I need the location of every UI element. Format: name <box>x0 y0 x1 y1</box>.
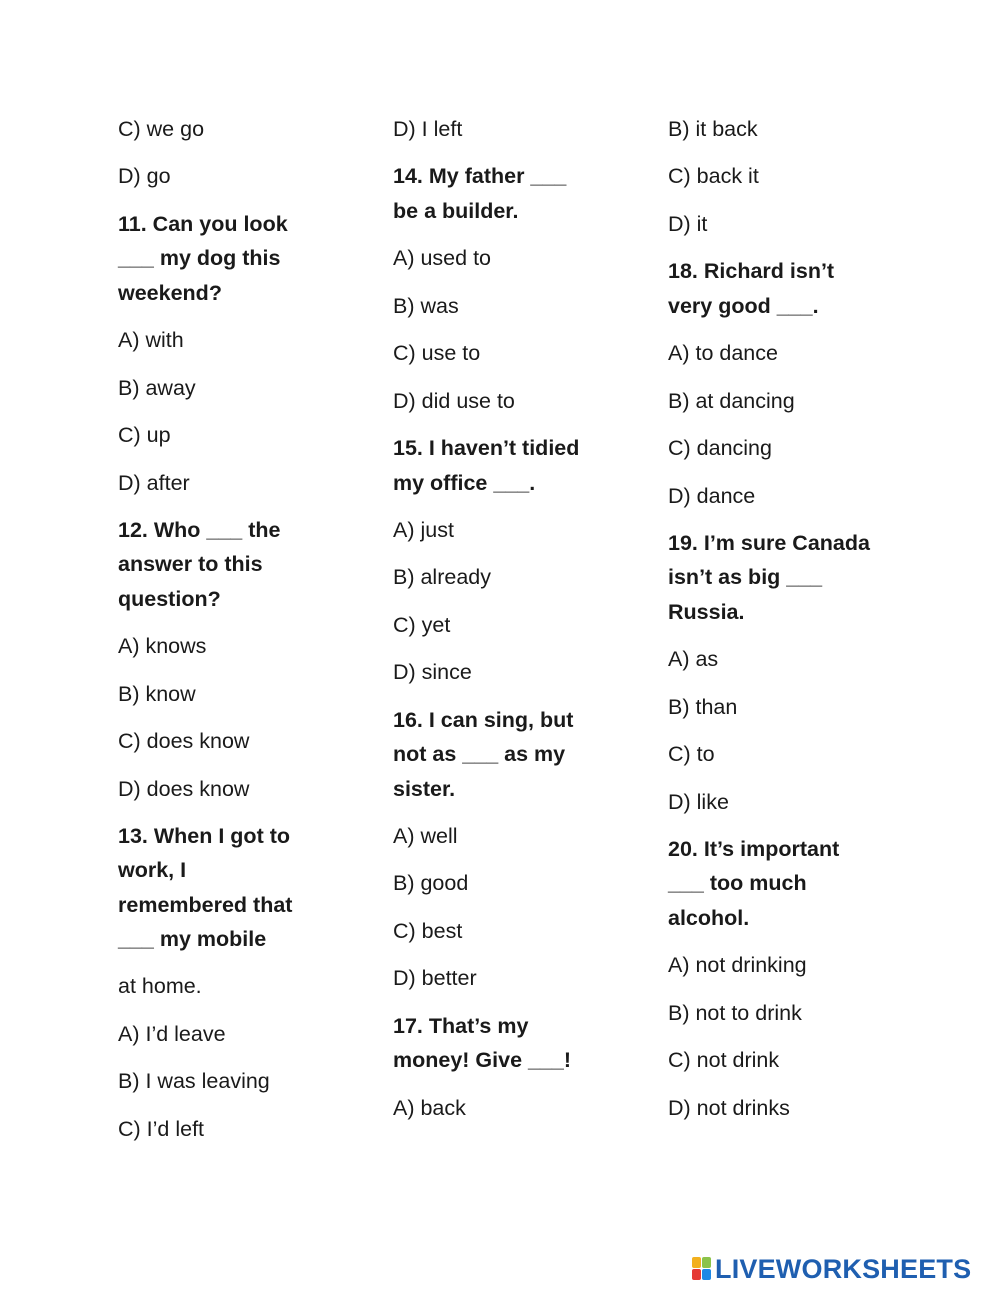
question-line: 16. I can sing, but <box>393 707 574 732</box>
answer-option[interactable] <box>393 655 623 689</box>
question-line: 12. Who ___ the <box>118 517 281 542</box>
option-text: A) as <box>668 647 719 672</box>
option-text: C) not drink <box>668 1048 780 1073</box>
answer-option[interactable] <box>668 785 898 819</box>
answer-option[interactable] <box>668 1043 898 1077</box>
answer-option[interactable] <box>393 289 623 323</box>
question-line: isn’t as big ___ <box>668 565 823 590</box>
option-text: B) already <box>393 565 491 590</box>
option-text: D) like <box>668 789 729 814</box>
question-line: money! Give ___! <box>393 1048 572 1073</box>
question-line: work, I <box>118 858 187 883</box>
question-line: not as ___ as my <box>393 742 566 767</box>
brand-text: LIVEWORKSHEETS <box>715 1254 972 1284</box>
question-line: 14. My father ___ <box>393 164 567 189</box>
answer-option[interactable] <box>393 384 623 418</box>
answer-option[interactable] <box>668 1091 898 1125</box>
answer-option[interactable] <box>668 737 898 771</box>
option-text: D) go <box>118 164 171 189</box>
answer-option[interactable] <box>118 159 348 193</box>
column-2 <box>393 112 623 1138</box>
answer-option[interactable] <box>668 479 898 513</box>
option-text: A) back <box>393 1095 466 1120</box>
question-line: 20. It’s important <box>668 837 840 862</box>
answer-option[interactable] <box>118 418 348 452</box>
answer-option[interactable] <box>118 466 348 500</box>
answer-option[interactable] <box>393 819 623 853</box>
answer-option[interactable] <box>118 112 348 146</box>
question-line: remembered that <box>118 892 293 917</box>
option-text: C) to <box>668 742 715 767</box>
option-text: at home. <box>118 974 202 999</box>
answer-option[interactable] <box>668 996 898 1030</box>
option-text: A) not drinking <box>668 953 807 978</box>
answer-option[interactable] <box>393 112 623 146</box>
question-prompt <box>668 832 898 935</box>
option-text: C) use to <box>393 341 481 366</box>
question-prompt <box>118 819 348 956</box>
answer-option[interactable] <box>118 371 348 405</box>
answer-option[interactable] <box>118 1064 348 1098</box>
answer-option[interactable] <box>118 629 348 663</box>
answer-option[interactable] <box>393 560 623 594</box>
option-text: D) not drinks <box>668 1095 790 1120</box>
liveworksheets-logo-icon <box>692 1257 712 1281</box>
answer-option[interactable] <box>668 159 898 193</box>
answer-option[interactable] <box>393 608 623 642</box>
answer-option[interactable] <box>393 1091 623 1125</box>
option-text: D) since <box>393 660 472 685</box>
question-line: very good ___. <box>668 293 819 318</box>
option-text: A) I’d leave <box>118 1021 226 1046</box>
answer-option[interactable] <box>668 431 898 465</box>
question-line: ___ too much <box>668 871 807 896</box>
question-line: weekend? <box>118 280 222 305</box>
question-line: 19. I’m sure Canada <box>668 531 870 556</box>
option-text: A) used to <box>393 246 491 271</box>
question-prompt <box>118 207 348 310</box>
option-text: A) knows <box>118 634 207 659</box>
question-line: be a builder. <box>393 198 519 223</box>
question-line: ___ my dog this <box>118 246 281 271</box>
option-text: D) it <box>668 211 708 236</box>
option-text: C) does know <box>118 729 250 754</box>
question-line: 18. Richard isn’t <box>668 259 835 284</box>
option-text: C) we go <box>118 117 205 141</box>
question-prompt <box>393 431 623 500</box>
answer-option[interactable] <box>668 112 898 146</box>
question-line: question? <box>118 586 221 611</box>
option-text: D) dance <box>668 483 756 508</box>
question-prompt <box>118 513 348 616</box>
question-line: answer to this <box>118 552 263 577</box>
answer-option[interactable] <box>118 677 348 711</box>
option-text: C) dancing <box>668 436 772 461</box>
answer-option[interactable] <box>393 914 623 948</box>
option-text: B) good <box>393 871 469 896</box>
answer-option[interactable] <box>118 772 348 806</box>
question-line: 13. When I got to <box>118 824 290 848</box>
option-text: B) it back <box>668 117 758 141</box>
option-text: C) yet <box>393 612 451 637</box>
question-line: 17. That’s my <box>393 1013 529 1038</box>
option-text: D) I left <box>393 117 463 141</box>
answer-option[interactable] <box>393 866 623 900</box>
question-prompt <box>393 703 623 806</box>
column-1 <box>118 112 348 1159</box>
question-line: ___ my mobile <box>118 926 267 951</box>
option-text: B) than <box>668 694 738 719</box>
option-text: A) well <box>393 824 458 848</box>
question-line: 15. I haven’t tidied <box>393 436 580 461</box>
answer-option[interactable] <box>118 1112 348 1146</box>
answer-option[interactable] <box>393 961 623 995</box>
question-line: my office ___. <box>393 470 536 495</box>
question-prompt <box>668 254 898 323</box>
answer-option[interactable] <box>668 384 898 418</box>
answer-option[interactable] <box>393 513 623 547</box>
question-prompt <box>393 159 623 228</box>
question-prompt <box>668 526 898 629</box>
option-text: C) best <box>393 918 463 943</box>
option-text: B) not to drink <box>668 1000 802 1025</box>
option-text: A) just <box>393 517 454 542</box>
option-text: B) away <box>118 375 196 400</box>
option-text: C) up <box>118 423 171 448</box>
answer-option[interactable] <box>118 323 348 357</box>
question-line: sister. <box>393 776 456 801</box>
option-text: A) to dance <box>668 341 778 366</box>
liveworksheets-brand <box>692 1252 971 1286</box>
option-text: B) at dancing <box>668 388 795 413</box>
option-text: B) know <box>118 681 196 706</box>
question-line: alcohol. <box>668 905 750 930</box>
answer-option[interactable] <box>668 948 898 982</box>
option-text: C) I’d left <box>118 1116 205 1141</box>
option-text: B) was <box>393 293 459 318</box>
column-3 <box>668 112 898 1138</box>
option-text: B) I was leaving <box>118 1069 270 1094</box>
option-text: D) better <box>393 966 477 991</box>
answer-option[interactable] <box>668 336 898 370</box>
answer-option[interactable] <box>118 724 348 758</box>
option-text: A) with <box>118 328 184 353</box>
option-text: D) after <box>118 470 190 495</box>
answer-option[interactable] <box>668 207 898 241</box>
answer-option[interactable] <box>668 690 898 724</box>
answer-option[interactable] <box>393 336 623 370</box>
answer-option[interactable] <box>118 1017 348 1051</box>
answer-option[interactable] <box>393 241 623 275</box>
question-line: Russia. <box>668 599 745 624</box>
question-line: 11. Can you look <box>118 211 288 236</box>
answer-option[interactable] <box>118 969 348 1003</box>
option-text: C) back it <box>668 164 759 189</box>
option-text: D) did use to <box>393 388 515 413</box>
option-text: D) does know <box>118 776 250 801</box>
question-prompt <box>393 1009 623 1078</box>
answer-option[interactable] <box>668 642 898 676</box>
